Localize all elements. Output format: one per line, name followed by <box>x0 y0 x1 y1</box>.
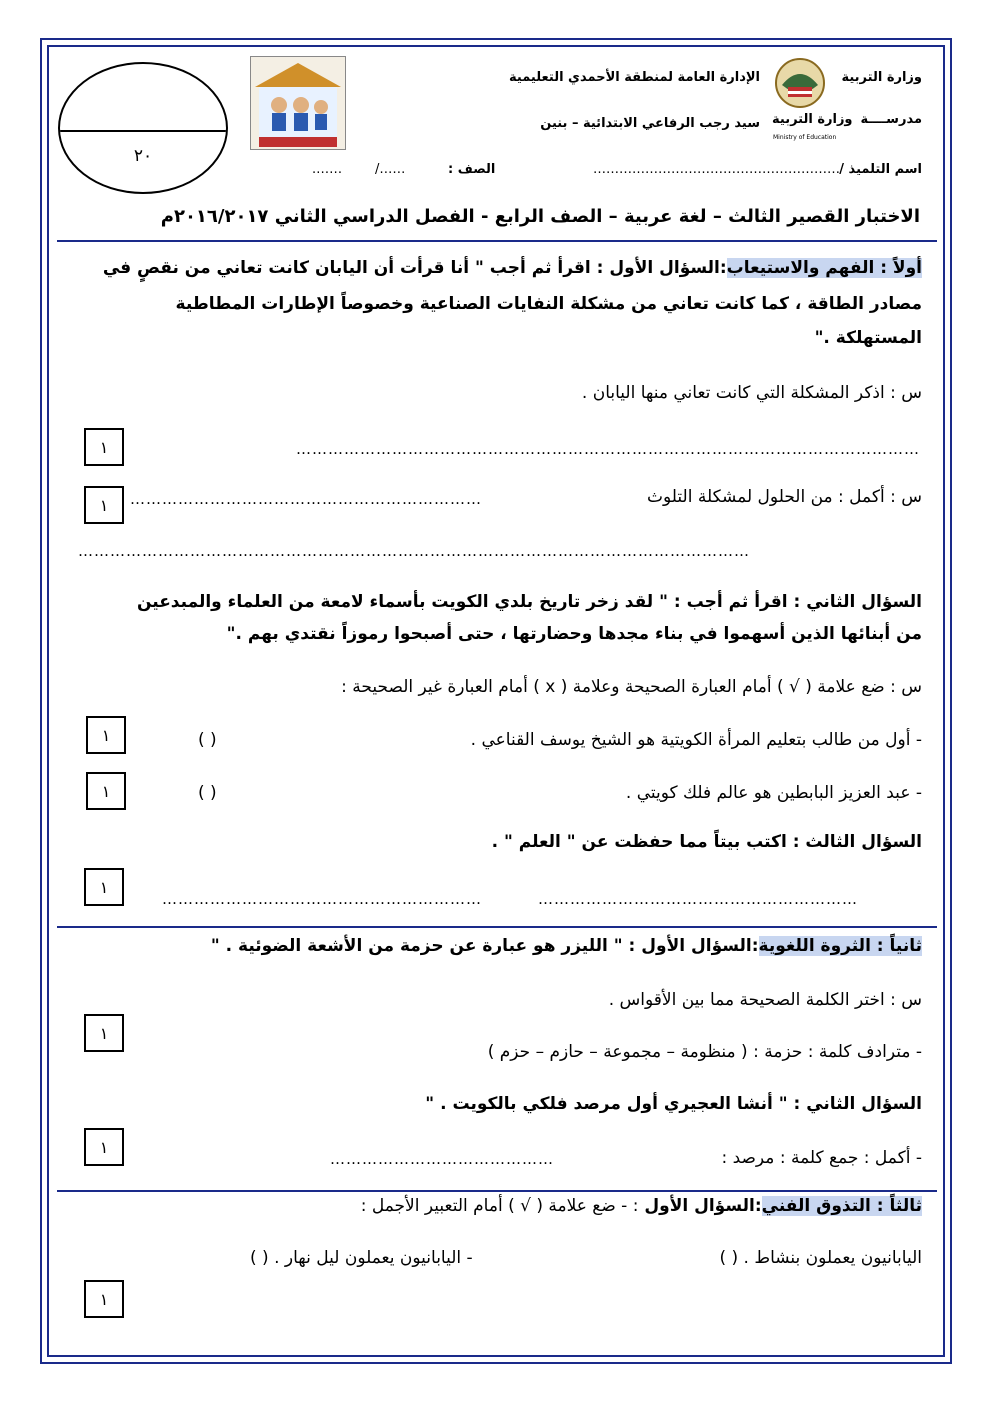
school-logo <box>250 56 346 150</box>
section2-heading: ثانياً : الثروة اللغوية <box>758 936 922 956</box>
section1-line1 <box>103 258 922 278</box>
section2-q2-item: - أكمل : جمع كلمة : مرصد : <box>721 1148 922 1168</box>
section3-item1[interactable]: اليابانيون يعملون بنشاط . ( ) <box>719 1248 922 1268</box>
score-box-3: ١ <box>86 716 126 754</box>
section3-item2[interactable]: - اليابانيون يعملون ليل نهار . ( ) <box>250 1248 473 1268</box>
class-dots: ……/ <box>375 162 406 177</box>
ministry-logo-text: وزارة التربية <box>772 112 853 127</box>
score-box-2: ١ <box>84 486 124 524</box>
section1-q1-s2-answer-2[interactable]: ……………………………………………………………………………………………………………… <box>78 542 750 560</box>
score-box-8: ١ <box>84 1280 124 1318</box>
section2-line1 <box>211 936 922 956</box>
section2-divider <box>57 1190 937 1192</box>
section3-q1-text: : - ضع علامة ( √ ) أمام التعبير الأجمل : <box>360 1196 639 1216</box>
score-box-6: ١ <box>84 1014 124 1052</box>
section2-q1-s: س : اختر الكلمة الصحيحة مما بين الأقواس . <box>608 990 922 1010</box>
section1-q1-line2: مصادر الطاقة ، كما كانت تعاني من مشكلة النفايات الصناعية وخصوصاً الإطارات المطاطية <box>175 294 922 314</box>
section1-q2-item1-answer[interactable]: ( ) <box>198 730 217 750</box>
school-label: مدرســــة <box>860 112 922 127</box>
student-name-label: اسم التلميذ / <box>839 162 922 177</box>
section1-q2-line2: من أبنائها الذين أسهموا في بناء مجدها وحضارتها ، حتى أصبحوا رموزاً نقتدي بهم ." <box>226 624 922 644</box>
section1-divider <box>57 926 937 928</box>
ministry-logo-en: Ministry of Education <box>773 134 837 141</box>
section1-q2-item2: - عبد العزيز البابطين هو عالم فلك كويتي . <box>625 783 922 803</box>
title-divider <box>57 240 937 242</box>
student-name-dots: ………………………………………………… <box>593 162 840 177</box>
section1-q1-line3: المستهلكة ." <box>814 328 922 348</box>
score-box-7: ١ <box>84 1128 124 1166</box>
score-oval <box>58 62 228 194</box>
section1-q3-answer-1[interactable]: …………………………………………………… <box>538 890 858 908</box>
section1-q1-s1-answer[interactable]: ……………………………………………………………………………………………………… <box>296 440 920 458</box>
section2-q1-text: : " الليزر هو عبارة عن حزمة من الأشعة الضوئية . " <box>210 936 636 956</box>
section1-q1-s2-answer[interactable]: ………………………………………………………… <box>130 490 482 508</box>
section1-heading: أولاً : الفهم والاستيعاب <box>726 258 922 278</box>
score-total: ٢٠ <box>133 146 153 166</box>
section3-heading: ثالثاً : التذوق الفني <box>761 1196 922 1216</box>
score-oval-divider <box>60 130 228 132</box>
class-dots-2: ……. <box>312 162 343 177</box>
section3-line1 <box>361 1196 922 1216</box>
section1-q2-item2-answer[interactable]: ( ) <box>198 783 217 803</box>
section1-q3-answer-2[interactable]: …………………………………………………… <box>162 890 482 908</box>
section1-q1-label: :السؤال الأول <box>609 258 727 278</box>
ministry-label: وزارة التربية <box>841 70 922 85</box>
section2-q2-answer[interactable]: …………………………………… <box>330 1150 554 1168</box>
directorate: الإدارة العامة لمنطقة الأحمدي التعليمية <box>509 70 760 85</box>
ministry-logo-icon <box>770 55 830 145</box>
section1-q2-line1: السؤال الثاني : اقرأ ثم أجب : " لقد زخر تاريخ بلدي الكويت بأسماء لامعة من العلماء والمبدعين <box>136 592 922 612</box>
section1-q1-s1: س : اذكر المشكلة التي كانت تعاني منها اليابان . <box>581 383 922 403</box>
exam-title: الاختبار القصير الثالث – لغة عربية – الصف الرابع - الفصل الدراسي الثاني ٢٠١٦/٢٠١٧م <box>160 206 920 227</box>
score-box-1: ١ <box>84 428 124 466</box>
school-name: سيد رجب الرفاعي الابتدائية – بنين <box>540 116 760 131</box>
section1-q2-item1: - أول من طالب بتعليم المرأة الكويتية هو الشيخ يوسف القناعي . <box>470 730 922 750</box>
section2-q2: السؤال الثاني : " أنشا العجيري أول مرصد فلكي بالكويت . " <box>425 1094 922 1114</box>
score-box-5: ١ <box>84 868 124 906</box>
score-box-4: ١ <box>86 772 126 810</box>
section3-q1-label: :السؤال الأول <box>644 1196 762 1216</box>
class-label: الصف : <box>448 162 496 177</box>
section1-q1-intro: : اقرأ ثم أجب " أنا قرأت أن اليابان كانت تعاني من نقصٍ في <box>102 258 604 278</box>
section1-q3: السؤال الثالث : اكتب بيتاً مما حفظت عن " العلم " . <box>491 832 922 852</box>
section2-q1-label: :السؤال الأول <box>641 936 759 956</box>
section1-q1-s2: س : أكمل : من الحلول لمشكلة التلوث <box>647 487 922 507</box>
section1-q2-s: س : ضع علامة ( √ ) أمام العبارة الصحيحة وعلامة ( x ) أمام العبارة غير الصحيحة : <box>341 677 922 697</box>
school-logo-icon <box>251 57 345 149</box>
section2-q1-item: - مترادف كلمة : حزمة : ( منظومة – مجموعة – حازم – حزم ) <box>487 1042 922 1062</box>
